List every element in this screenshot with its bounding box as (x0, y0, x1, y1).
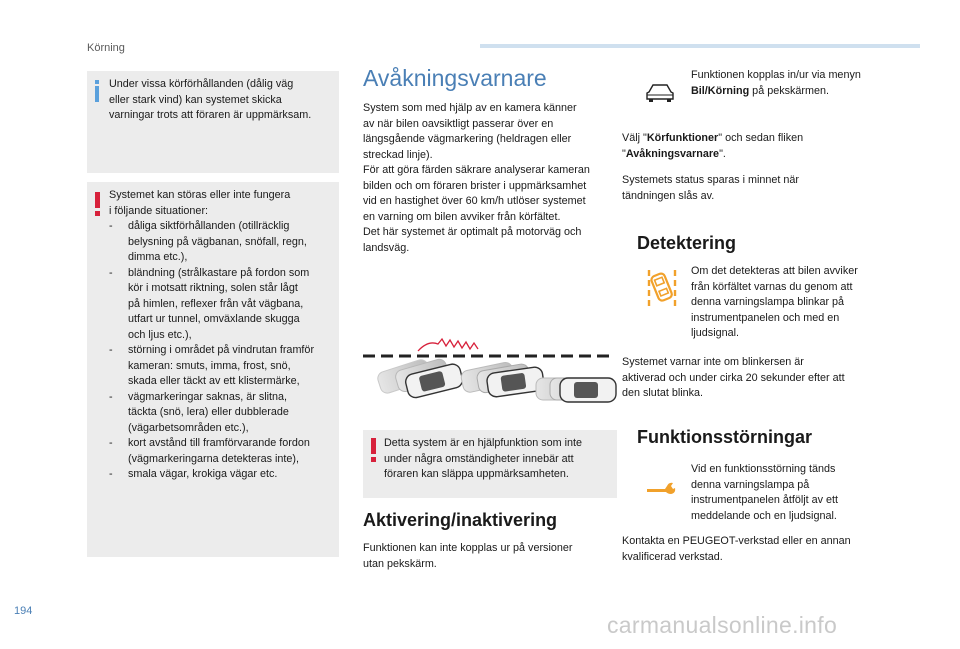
body-line: System som med hjälp av en kamera känner (363, 102, 577, 114)
car-roof (574, 382, 598, 398)
select-bold-2: Avåkningsvarnare (625, 147, 720, 160)
select-line-2 (622, 147, 922, 163)
warning-line: under några omständigheter innebär att (384, 452, 574, 465)
list-item (109, 467, 337, 483)
list-line: belysning på vägbanan, snöfall, regn, (128, 235, 307, 248)
detection-paragraph (691, 264, 921, 342)
list-line: skada eller täckt av ett klistermärke, (128, 375, 300, 387)
warning-intro: Systemet kan störas eller inte fungera (109, 189, 291, 201)
list-dash: - (109, 437, 113, 449)
list-line: dimma etc.), (128, 251, 188, 263)
warning-note-middle (363, 430, 617, 498)
list-dash: - (109, 220, 113, 232)
menu-line-suffix: på pekskärmen. (749, 84, 830, 97)
select-quote-open: " (622, 147, 626, 160)
info-line: eller stark vind) kan systemet skicka (109, 93, 282, 106)
activation-paragraph (363, 541, 618, 572)
warning-exclamation-icon (94, 192, 101, 216)
select-line-1 (622, 131, 922, 147)
list-line: dåliga siktförhållanden (otillräcklig (128, 220, 290, 232)
info-note (87, 71, 339, 173)
select-suffix: ". (719, 147, 726, 160)
list-item (109, 343, 337, 390)
body-line: denna varningslampa blinkar på (691, 296, 845, 308)
warning-note-text (384, 436, 582, 483)
list-dash: - (109, 468, 113, 480)
list-line: kör i motsatt riktning, solen står lågt (128, 282, 298, 294)
body-line: Det här systemet är optimalt på motorväg och (363, 226, 582, 238)
lane-departure-warning-lamp-icon (646, 268, 678, 308)
select-prefix: Välj " (622, 132, 647, 144)
body-line: ljudsignal. (691, 327, 740, 339)
select-paragraph (622, 131, 922, 162)
body-line: Funktionen kan inte kopplas ur på versioner (363, 542, 573, 554)
list-line: kort avstånd till framförvarande fordon (128, 437, 310, 449)
list-line: och ljus etc.), (128, 328, 192, 341)
watermark: carmanualsonline.info (607, 612, 838, 638)
list-item (109, 390, 337, 437)
list-line: kameran: smuts, imma, frost, snö, (128, 359, 291, 372)
list-line: utfart ur tunnel, omväxlande skugga (128, 313, 300, 325)
info-line: varningar trots att föraren är uppmärksam. (109, 109, 312, 121)
warning-line: föraren kan släppa uppmärksamheten. (384, 468, 569, 480)
page-number: 194 (14, 605, 33, 617)
body-line: meddelande och en ljudsignal. (691, 509, 837, 522)
body-line: längsgående vägmarkering (heldragen eller (363, 133, 572, 145)
intro-paragraph (363, 101, 618, 256)
warning-line: Detta system är en hjälpfunktion som inte (384, 437, 583, 449)
list-dash: - (109, 390, 113, 403)
body-line: instrumentpanelen åtföljt av ett (691, 494, 839, 506)
body-line: För att göra färden säkrare analyserar kameran (363, 164, 590, 176)
list-line: vägmarkeringar saknas, är slitna, (128, 390, 288, 403)
select-bold-1: Körfunktioner (646, 132, 719, 144)
header-bar (480, 44, 920, 48)
car-roof (500, 373, 526, 392)
body-line: landsväg. (363, 241, 410, 254)
malfunction-paragraph (691, 462, 921, 524)
body-line: Vid en funktionsstörning tänds (691, 463, 836, 475)
car-icon (645, 83, 675, 103)
body-line: denna varningslampa på (691, 478, 810, 491)
menu-paragraph (691, 68, 921, 99)
body-line: Systemets status sparas i minnet när (622, 174, 800, 186)
body-line: Systemet varnar inte om blinkersen är (622, 356, 804, 368)
list-line: smala vägar, krokiga vägar etc. (128, 468, 278, 480)
list-line: störning i området på vindrutan framför (128, 344, 315, 356)
body-line: bilden och om föraren brister i uppmärksamhet (363, 179, 587, 192)
wrench-icon (645, 477, 677, 497)
body-line: Kontakta en PEUGEOT-verkstad eller en annan (622, 535, 851, 547)
warning-intro: i följande situationer: (109, 204, 209, 217)
warning-note-text (109, 188, 337, 483)
body-line: kvalificerad verkstad. (622, 550, 723, 563)
info-note-text (109, 77, 311, 124)
detection-after-paragraph (622, 355, 922, 402)
lane-departure-illustration (360, 330, 618, 430)
list-item (109, 436, 337, 467)
body-line: från körfältet varnas du genom att (691, 280, 853, 293)
body-line: tändningen slås av. (622, 189, 715, 202)
warning-exclamation-icon (370, 438, 377, 462)
list-line: (vägarbetsområden etc.), (128, 421, 249, 434)
menu-line-2 (691, 84, 921, 100)
list-line: (vägmarkeringarna detekteras inte), (128, 452, 300, 465)
list-item (109, 266, 337, 344)
activation-heading: Aktivering/inaktivering (363, 510, 558, 530)
info-line: Under vissa körförhållanden (dålig väg (109, 78, 294, 90)
malfunction-after-paragraph (622, 534, 922, 565)
select-middle: " och sedan fliken (718, 132, 804, 144)
list-line: bländning (strålkastare på fordon som (128, 266, 310, 279)
info-icon (93, 80, 101, 102)
list-line: täckta (snö, lera) eller dubblerade (128, 406, 289, 418)
list-dash: - (109, 344, 113, 356)
page-title: Avåkningsvarnare (363, 65, 547, 91)
body-line: den slutat blinka. (622, 387, 704, 399)
body-line: vid en hastighet över 60 km/h utlöser systemet (363, 195, 586, 207)
body-line: streckad linje). (363, 148, 433, 161)
body-line: en varning om bilen avviker från körfältet. (363, 210, 561, 223)
malfunction-heading: Funktionsstörningar (637, 427, 812, 447)
list-line: på himlen, reflexer från våt vägbana, (128, 297, 304, 310)
body-line: instrumentpanelen och med en (691, 311, 840, 324)
vibration-zigzag (418, 339, 478, 351)
body-line: Om det detekteras att bilen avviker (691, 265, 858, 277)
list-item (109, 219, 337, 266)
memory-paragraph (622, 173, 922, 204)
body-line: utan pekskärm. (363, 557, 437, 570)
body-line: av när bilen oavsiktligt passerar över en (363, 117, 554, 130)
body-line: aktiverad och under cirka 20 sekunder efter att (622, 371, 845, 384)
warning-note-left (87, 182, 339, 557)
menu-path: Bil/Körning (691, 84, 750, 97)
detection-heading: Detektering (637, 233, 737, 253)
menu-line: Funktionen kopplas in/ur via menyn (691, 69, 861, 81)
section-header: Körning (87, 42, 125, 54)
list-dash: - (109, 266, 113, 279)
